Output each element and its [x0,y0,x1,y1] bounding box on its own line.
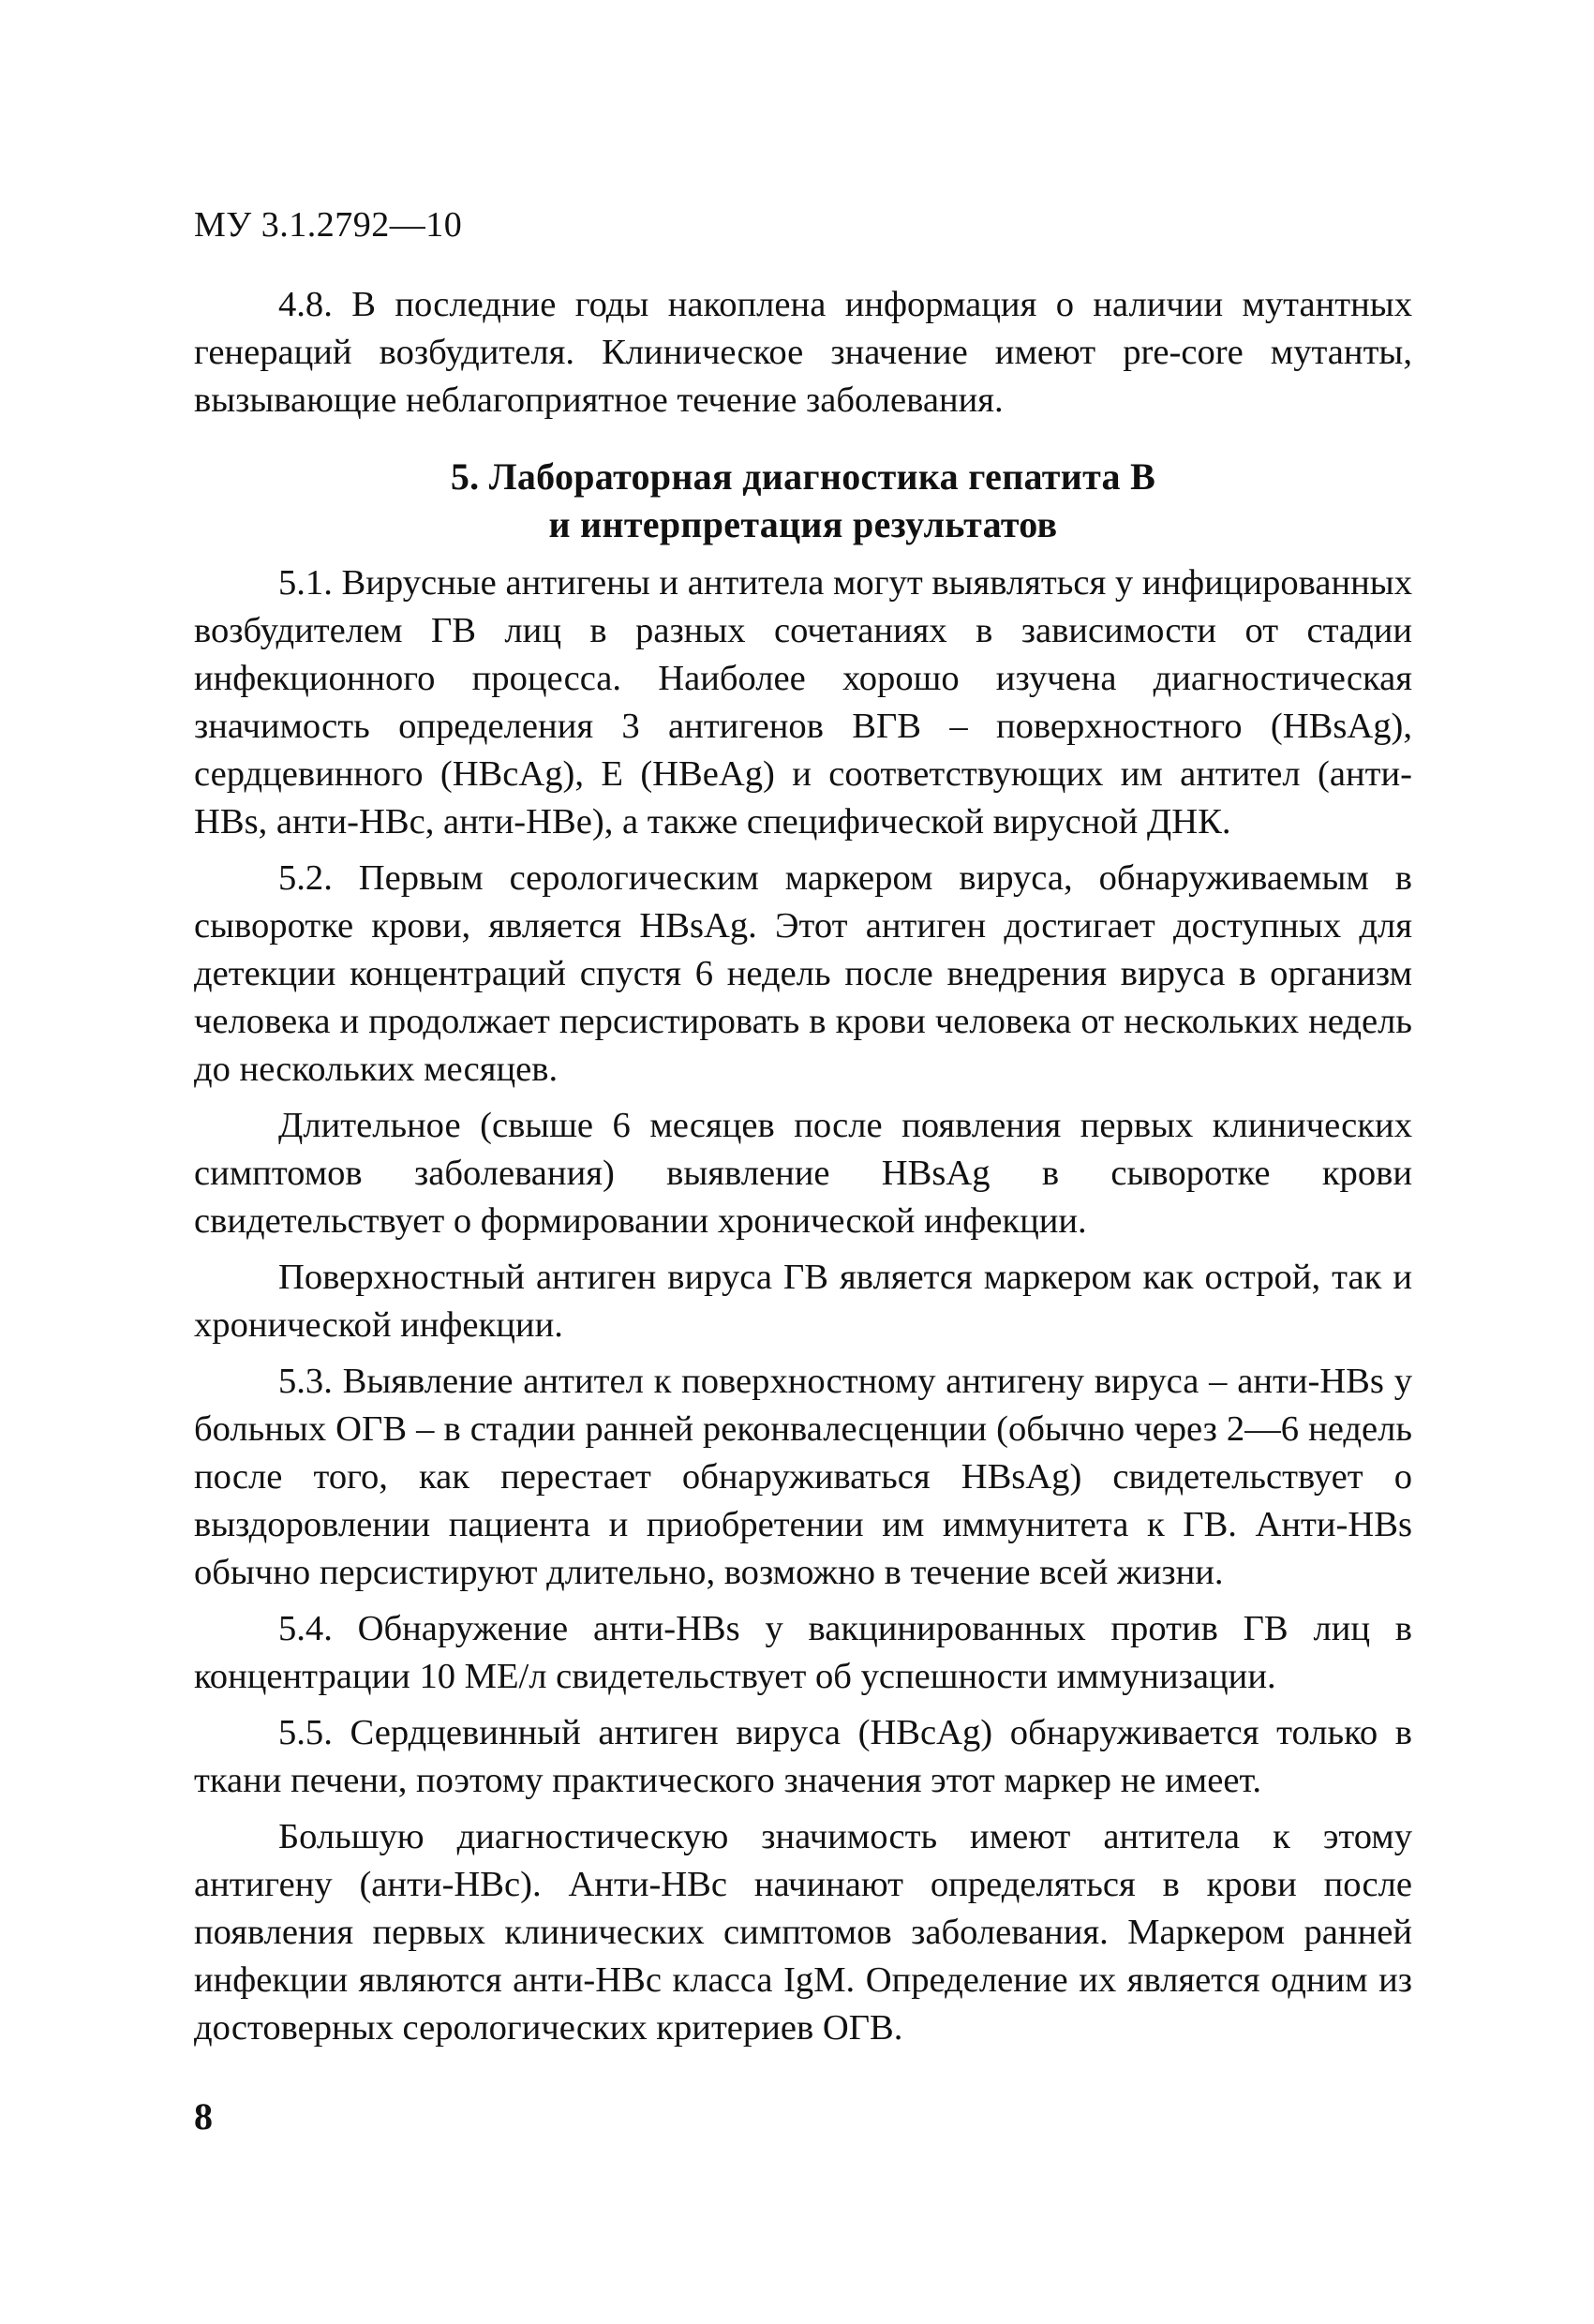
paragraph-5-2: 5.2. Первым серологическим маркером вируса, обнаруживаемым в сыворотке крови, является HBsAg. Этот антиген достигает доступных для детекции концентраций спустя 6 недель после внедрения вируса в организм человека и продолжает персистировать в крови человека от нескольких недель до нескольких месяцев. [194,858,1412,1089]
paragraph-5-5: 5.5. Сердцевинный антиген вируса (HBcAg) обнаруживается только в ткани печени, поэтому практического значения этот маркер не имеет. [194,1713,1412,1800]
paragraph-5-1: 5.1. Вирусные антигены и антитела могут выявляться у инфицированных возбудителем ГВ лиц в разных сочетаниях в зависимости от стадии инфекционного процесса. Наиболее хорошо изучена диагностическая значимость определения 3 антигенов ВГВ – поверхностного (HBsAg), сердцевинного (HBcAg), E (HBeAg) и соответствующих им антител (анти-HBs, анти-HBc, анти-HBe), а также специфической вирусной ДНК. [194,563,1412,842]
paragraph-5-4: 5.4. Обнаружение анти-HBs у вакцинированных против ГВ лиц в концентрации 10 МЕ/л свидетельствует об успешности иммунизации. [194,1609,1412,1696]
page-number: 8 [194,2095,213,2138]
section-heading-line-2: и интерпретация результатов [548,503,1058,545]
document-code-header: МУ 3.1.2792—10 [194,205,463,245]
paragraph-chronic-infection: Длительное (свыше 6 месяцев после появления первых клинических симптомов заболевания) выявление HBsAg в сыворотке крови свидетельствует о формировании хронической инфекции. [194,1106,1412,1241]
page-content [194,281,1412,2052]
paragraph-5-3: 5.3. Выявление антител к поверхностному антигену вируса – анти-HBs у больных ОГВ – в стадии ранней реконвалесценции (обычно через 2—6 недель после того, как перестает обнаруживаться HBsAg) свидетельствует о выздоровлении пациента и приобретении им иммунитета к ГВ. Анти-HBs обычно персистируют длительно, возможно в течение всей жизни. [194,1362,1412,1592]
section-heading-line-1: 5. Лабораторная диагностика гепатита В [450,455,1156,498]
paragraph-surface-antigen: Поверхностный антиген вируса ГВ является маркером как острой, так и хронической инфекции. [194,1258,1412,1345]
paragraph-4-8: 4.8. В последние годы накоплена информация о наличии мутантных генераций возбудителя. Клиническое значение имеют pre-core мутанты, вызывающие неблагоприятное течение заболевания. [194,285,1412,420]
section-heading [194,453,1412,548]
paragraph-anti-hbc: Большую диагностическую значимость имеют антитела к этому антигену (анти-HBc). Анти-HBc начинают определяться в крови после появления первых клинических симптомов заболевания. Маркером ранней инфекции являются анти-HBc класса IgM. Определение их является одним из достоверных серологических критериев ОГВ. [194,1817,1412,2048]
